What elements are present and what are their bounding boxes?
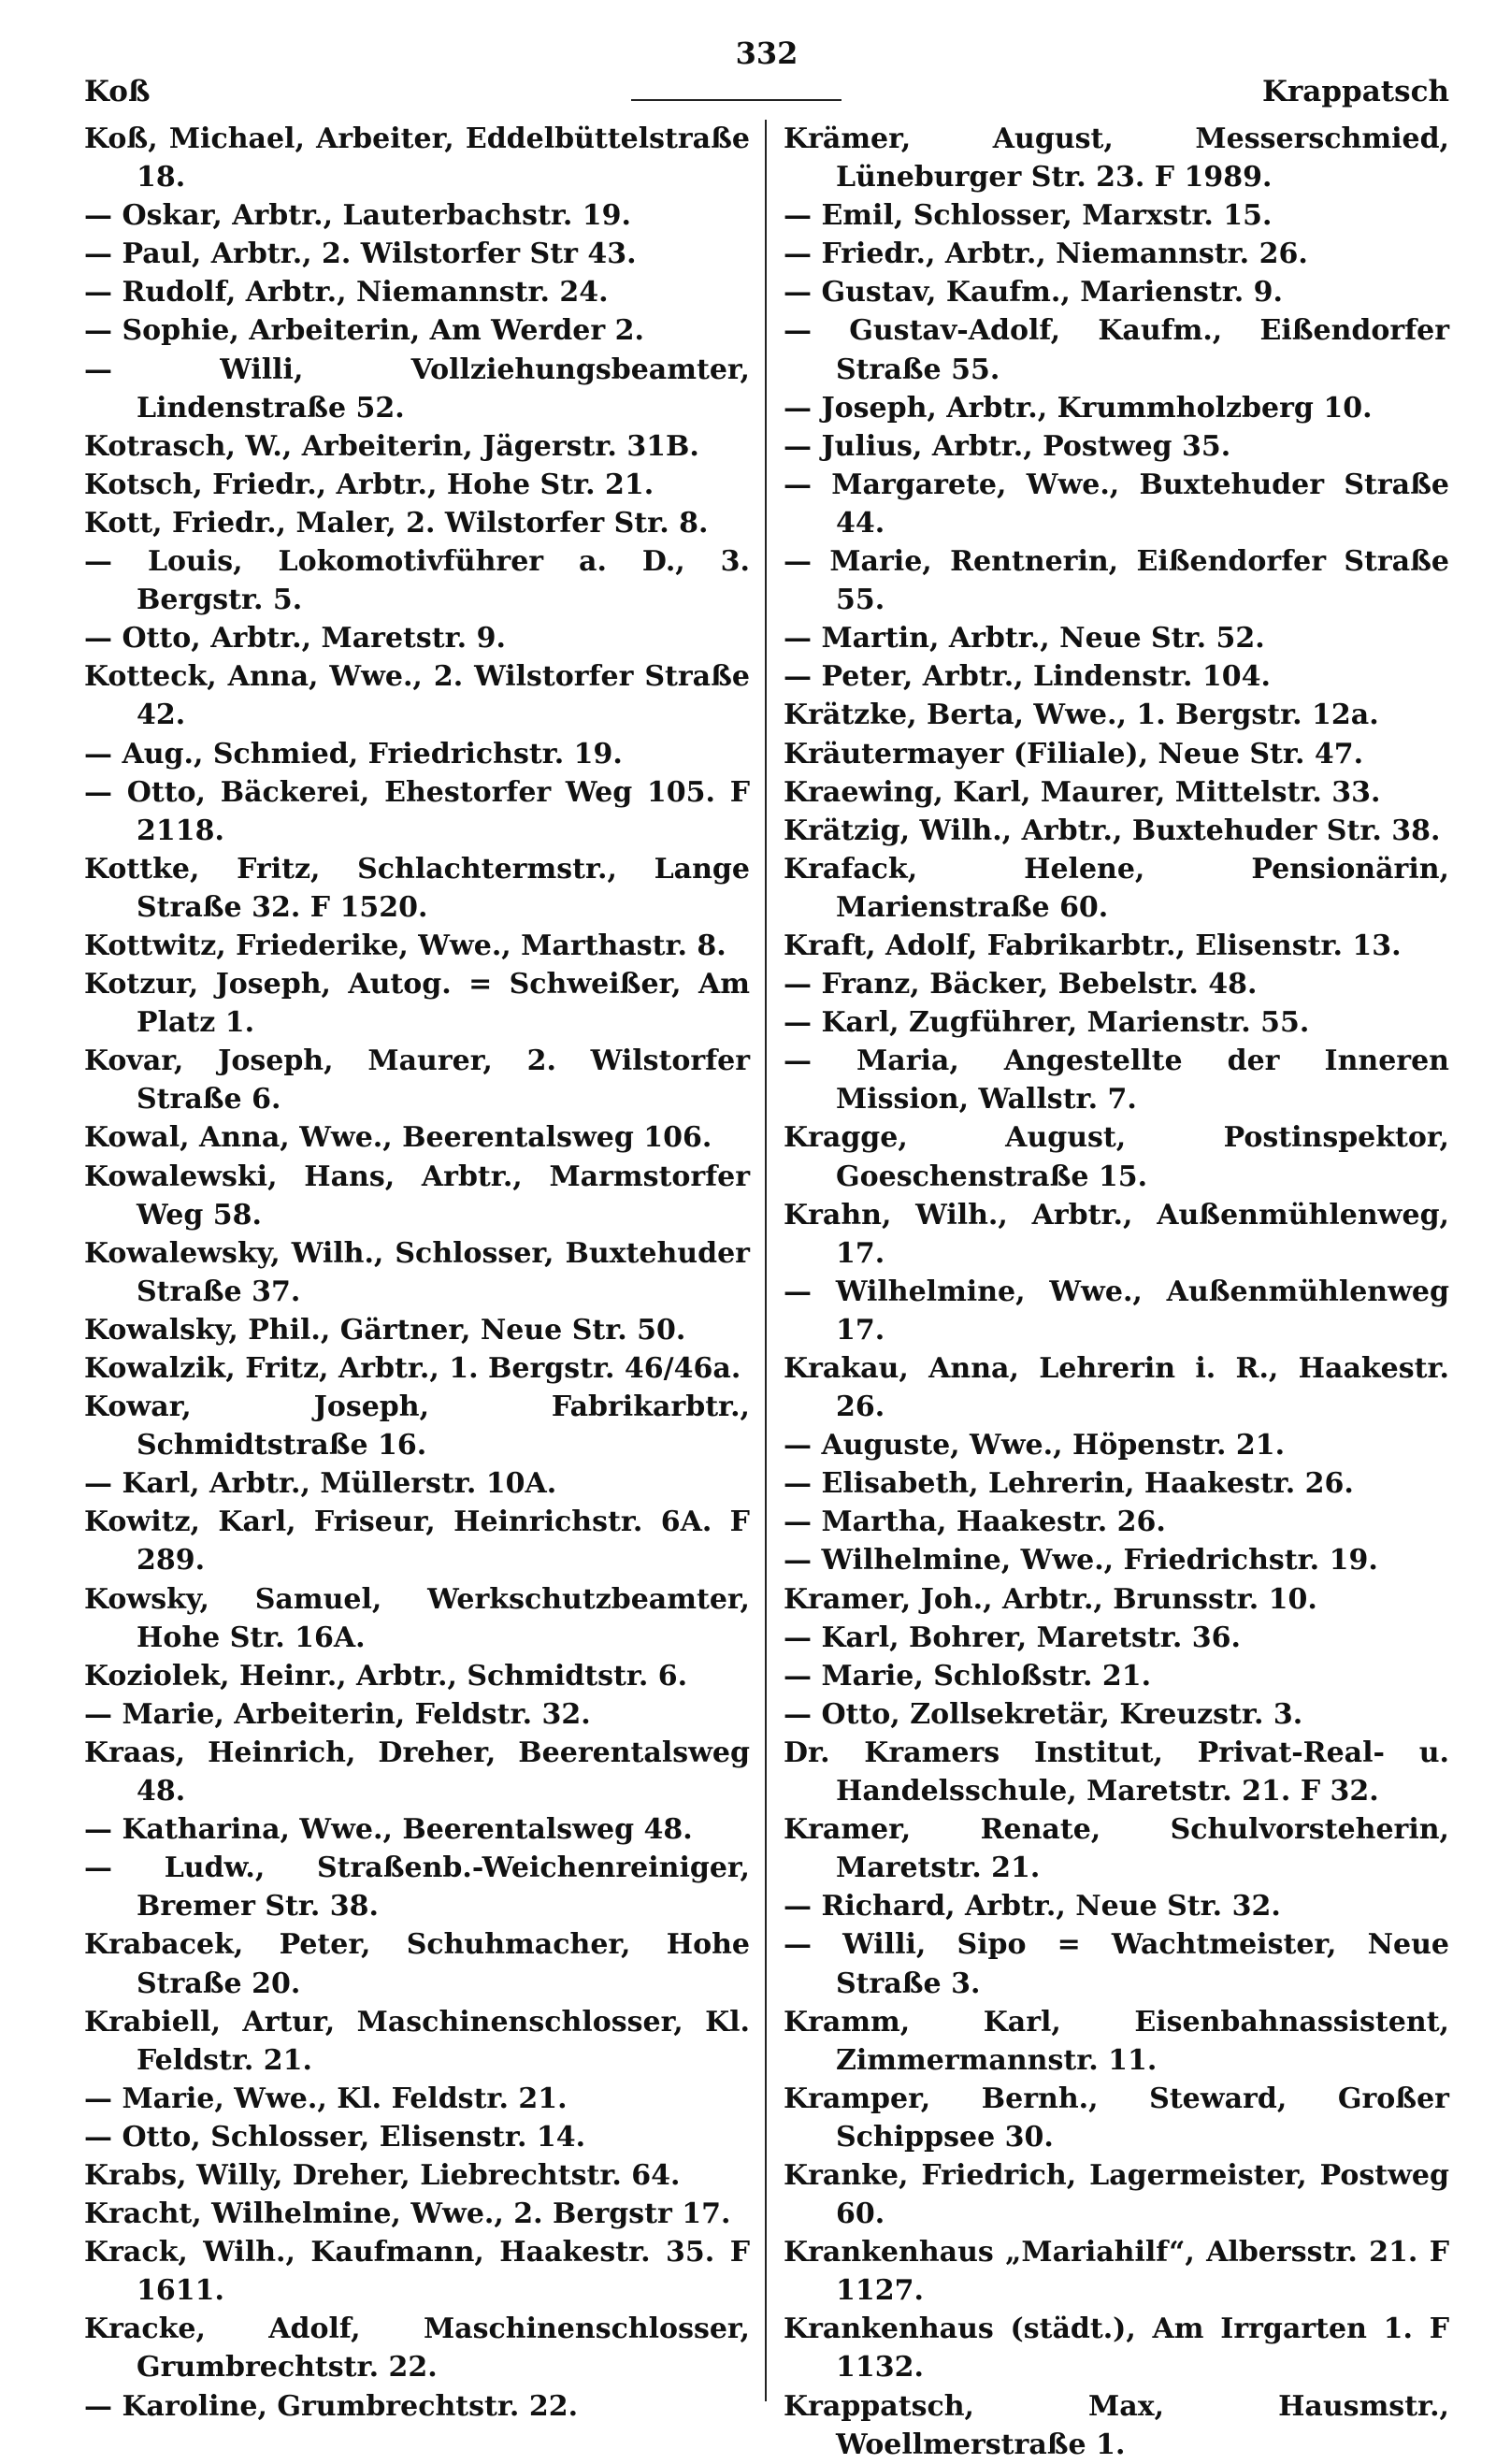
directory-entry: — Gustav, Kaufm., Marienstr. 9. — [784, 276, 1283, 310]
directory-entry: Kragge, August, Postinspektor, Goeschenstraße 15. — [784, 1121, 1449, 1193]
directory-entry: Kraewing, Karl, Maurer, Mittelstr. 33. — [784, 775, 1381, 809]
directory-entry: — Marie, Rentnerin, Eißendorfer Straße 55. — [784, 545, 1449, 617]
directory-entry: — Oskar, Arbtr., Lauterbachstr. 19. — [84, 199, 631, 233]
directory-entry: Koß, Michael, Arbeiter, Eddelbüttelstraße 18. — [84, 122, 750, 195]
directory-entry: Kramm, Karl, Eisenbahnassistent, Zimmermannstr. 11. — [784, 2005, 1449, 2077]
directory-entry: — Elisabeth, Lehrerin, Haakestr. 26. — [784, 1467, 1354, 1501]
directory-columns — [84, 120, 1449, 2461]
directory-entry: Kotteck, Anna, Wwe., 2. Wilstorfer Straße 42. — [84, 660, 750, 732]
directory-entry: Krabacek, Peter, Schuhmacher, Hohe Straße 20. — [84, 1928, 750, 2000]
directory-entry: Kowal, Anna, Wwe., Beerentalsweg 106. — [84, 1121, 712, 1155]
directory-entry: Kramper, Bernh., Steward, Großer Schippsee 30. — [784, 2082, 1449, 2154]
directory-entry: Kramer, Renate, Schulvorsteherin, Maretstr. 21. — [784, 1813, 1449, 1885]
directory-entry: Krankenhaus „Mariahilf“, Albersstr. 21. F 1127. — [784, 2236, 1449, 2308]
directory-entry: — Gustav-Adolf, Kaufm., Eißendorfer Straße 55. — [784, 314, 1449, 386]
directory-entry: Kowalewski, Hans, Arbtr., Marmstorfer Weg 58. — [84, 1160, 750, 1232]
directory-entry: — Otto, Arbtr., Maretstr. 9. — [84, 622, 506, 656]
directory-entry: — Marie, Arbeiterin, Feldstr. 32. — [84, 1697, 591, 1731]
directory-entry: — Friedr., Arbtr., Niemannstr. 26. — [784, 238, 1308, 271]
directory-entry: — Willi, Sipo = Wachtmeister, Neue Straße 3. — [784, 1928, 1449, 2000]
directory-entry: — Marie, Schloßstr. 21. — [784, 1659, 1152, 1693]
directory-entry: — Ludw., Straßenb.-Weichenreiniger, Bremer Str. 38. — [84, 1852, 750, 1924]
directory-entry: Kotsch, Friedr., Arbtr., Hohe Str. 21. — [84, 468, 654, 501]
directory-entry: Krack, Wilh., Kaufmann, Haakestr. 35. F 1611. — [84, 2236, 750, 2308]
directory-entry: — Franz, Bäcker, Bebelstr. 48. — [784, 968, 1258, 1001]
directory-entry: Kramer, Joh., Arbtr., Brunsstr. 10. — [784, 1582, 1317, 1616]
directory-entry: — Otto, Bäckerei, Ehestorfer Weg 105. F 2118. — [84, 775, 750, 847]
directory-entry: Krafack, Helene, Pensionärin, Marienstraße 60. — [784, 852, 1449, 924]
directory-entry: Dr. Kramers Institut, Privat-Real- u. Handelsschule, Maretstr. 21. F 32. — [784, 1736, 1449, 1808]
directory-entry: — Karl, Bohrer, Maretstr. 36. — [784, 1621, 1241, 1654]
directory-entry: — Martha, Haakestr. 26. — [784, 1506, 1166, 1539]
directory-entry: — Otto, Zollsekretär, Kreuzstr. 3. — [784, 1697, 1303, 1731]
directory-entry: — Joseph, Arbtr., Krummholzberg 10. — [784, 391, 1373, 425]
directory-entry: Kraas, Heinrich, Dreher, Beerentalsweg 48. — [84, 1736, 750, 1808]
page-number: 332 — [735, 36, 798, 71]
directory-entry: Kracht, Wilhelmine, Wwe., 2. Bergstr 17. — [84, 2197, 731, 2231]
directory-entry: — Maria, Angestellte der Inneren Mission, Wallstr. 7. — [784, 1045, 1449, 1117]
directory-entry: — Karl, Arbtr., Müllerstr. 10A. — [84, 1467, 557, 1501]
directory-entry: Kotrasch, W., Arbeiterin, Jägerstr. 31B. — [84, 429, 699, 463]
directory-entry: — Martin, Arbtr., Neue Str. 52. — [784, 622, 1265, 656]
directory-entry: — Karl, Zugführer, Marienstr. 55. — [784, 1006, 1310, 1040]
directory-entry: — Emil, Schlosser, Marxstr. 15. — [784, 199, 1273, 233]
directory-entry: Kracke, Adolf, Maschinenschlosser, Grumbrechtstr. 22. — [84, 2313, 750, 2385]
directory-entry: — Rudolf, Arbtr., Niemannstr. 24. — [84, 276, 609, 310]
directory-entry: Kottke, Fritz, Schlachtermstr., Lange Straße 32. F 1520. — [84, 852, 750, 924]
directory-entry: — Aug., Schmied, Friedrichstr. 19. — [84, 737, 623, 771]
directory-entry: Krankenhaus (städt.), Am Irrgarten 1. F 1132. — [784, 2313, 1449, 2385]
directory-entry: — Auguste, Wwe., Höpenstr. 21. — [784, 1429, 1286, 1463]
directory-entry: — Karoline, Grumbrechtstr. 22. — [84, 2389, 579, 2423]
directory-entry: — Peter, Arbtr., Lindenstr. 104. — [784, 660, 1271, 694]
directory-entry: — Wilhelmine, Wwe., Außenmühlenweg 17. — [784, 1275, 1449, 1347]
directory-entry: Kovar, Joseph, Maurer, 2. Wilstorfer Straße 6. — [84, 1045, 750, 1117]
directory-entry: — Marie, Wwe., Kl. Feldstr. 21. — [84, 2082, 568, 2115]
header-right-catchword: Krappatsch — [1262, 75, 1449, 108]
directory-entry: Kowar, Joseph, Fabrikarbtr., Schmidtstraße 16. — [84, 1391, 750, 1463]
directory-entry: Kotzur, Joseph, Autog. = Schweißer, Am Platz 1. — [84, 968, 750, 1040]
directory-entry: Kowalewsky, Wilh., Schlosser, Buxtehuder Straße 37. — [84, 1236, 750, 1308]
directory-entry: Krappatsch, Max, Hausmstr., Woellmerstraße 1. — [784, 2389, 1449, 2461]
directory-entry: Kräutermayer (Filiale), Neue Str. 47. — [784, 737, 1364, 771]
directory-entry: — Julius, Arbtr., Postweg 35. — [784, 429, 1231, 463]
directory-entry: Koziolek, Heinr., Arbtr., Schmidtstr. 6. — [84, 1659, 688, 1693]
directory-entry: — Otto, Schlosser, Elisenstr. 14. — [84, 2120, 586, 2154]
directory-entry: — Margarete, Wwe., Buxtehuder Straße 44. — [784, 468, 1449, 540]
directory-entry: — Wilhelmine, Wwe., Friedrichstr. 19. — [784, 1544, 1378, 1578]
directory-entry: Kranke, Friedrich, Lagermeister, Postweg 60. — [784, 2158, 1449, 2231]
directory-entry: Kowitz, Karl, Friseur, Heinrichstr. 6A. F 289. — [84, 1506, 750, 1578]
directory-entry: Kott, Friedr., Maler, 2. Wilstorfer Str. 8. — [84, 506, 709, 540]
directory-entry: Krakau, Anna, Lehrerin i. R., Haakestr. 26. — [784, 1352, 1449, 1424]
directory-entry: Kraft, Adolf, Fabrikarbtr., Elisenstr. 13. — [784, 929, 1402, 962]
directory-entry: — Willi, Vollziehungsbeamter, Lindenstraße 52. — [84, 353, 750, 425]
directory-entry: Kowsky, Samuel, Werkschutzbeamter, Hohe Str. 16A. — [84, 1582, 750, 1654]
directory-entry: Krahn, Wilh., Arbtr., Außenmühlenweg, 17. — [784, 1198, 1449, 1270]
directory-entry: — Katharina, Wwe., Beerentalsweg 48. — [84, 1813, 693, 1847]
directory-entry: Krabiell, Artur, Maschinenschlosser, Kl. Feldstr. 21. — [84, 2005, 750, 2077]
directory-entry: — Sophie, Arbeiterin, Am Werder 2. — [84, 314, 644, 348]
directory-entry: Kottwitz, Friederike, Wwe., Marthastr. 8. — [84, 929, 726, 962]
directory-entry: — Richard, Arbtr., Neue Str. 32. — [784, 1890, 1281, 1924]
header-rule — [631, 99, 842, 101]
left-column — [84, 120, 767, 2423]
directory-entry: — Louis, Lokomotivführer a. D., 3. Bergstr. 5. — [84, 545, 750, 617]
header-left-catchword: Koß — [84, 75, 151, 108]
directory-entry: Krätzig, Wilh., Arbtr., Buxtehuder Str. 38. — [784, 814, 1441, 847]
right-column — [784, 120, 1449, 2461]
directory-entry: Kowalzik, Fritz, Arbtr., 1. Bergstr. 46/46a. — [84, 1352, 741, 1385]
directory-entry: Krabs, Willy, Dreher, Liebrechtstr. 64. — [84, 2158, 681, 2192]
directory-entry: — Paul, Arbtr., 2. Wilstorfer Str 43. — [84, 238, 637, 271]
directory-entry: Krätzke, Berta, Wwe., 1. Bergstr. 12a. — [784, 699, 1379, 732]
page-header — [84, 36, 1449, 120]
directory-entry: Kowalsky, Phil., Gärtner, Neue Str. 50. — [84, 1313, 686, 1347]
directory-entry: Krämer, August, Messerschmied, Lüneburger Str. 23. F 1989. — [784, 122, 1449, 195]
